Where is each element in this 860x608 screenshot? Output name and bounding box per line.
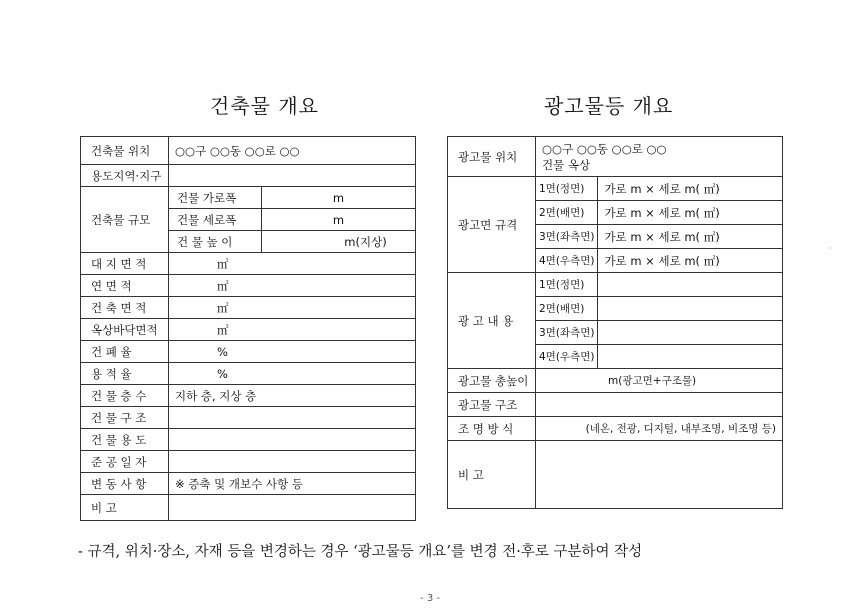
spec-face-1: 1면(정면) bbox=[536, 177, 598, 201]
roof-area-unit: ㎡ bbox=[169, 319, 416, 341]
ad-structure-value bbox=[536, 393, 783, 417]
lighting-value: (네온, 전광, 디지털, 내부조명, 비조명 등) bbox=[536, 417, 783, 441]
spec-value-2: 가로 m × 세로 m( ㎡) bbox=[598, 201, 783, 225]
building-location-value: ○○구 ○○동 ○○로 ○○ bbox=[169, 137, 416, 165]
building-remarks-label: 비 고 bbox=[81, 495, 169, 521]
floor-area-unit: ㎡ bbox=[169, 275, 416, 297]
use-value bbox=[169, 429, 416, 451]
content-value-3 bbox=[598, 321, 783, 345]
coverage-unit: % bbox=[169, 341, 416, 363]
width-unit: m bbox=[262, 187, 416, 209]
height-label: 건 물 높 이 bbox=[169, 231, 262, 253]
ad-overview-table bbox=[447, 136, 783, 509]
floors-label: 건 물 층 수 bbox=[81, 385, 169, 407]
site-area-label: 대 지 면 적 bbox=[81, 253, 169, 275]
spec-value-3: 가로 m × 세로 m( ㎡) bbox=[598, 225, 783, 249]
content-face-4: 4면(우측면) bbox=[536, 345, 598, 369]
building-area-label: 건 축 면 적 bbox=[81, 297, 169, 319]
spec-face-3: 3면(좌측면) bbox=[536, 225, 598, 249]
content-value-1 bbox=[598, 273, 783, 297]
content-value-4 bbox=[598, 345, 783, 369]
content-value-2 bbox=[598, 297, 783, 321]
ad-remarks-value bbox=[536, 441, 783, 509]
ad-height-value: m(광고면+구조물) bbox=[536, 369, 783, 393]
far-label: 용 적 율 bbox=[81, 363, 169, 385]
coverage-label: 건 폐 율 bbox=[81, 341, 169, 363]
far-unit: % bbox=[169, 363, 416, 385]
spec-face-4: 4면(우측면) bbox=[536, 249, 598, 273]
building-area-unit: ㎡ bbox=[169, 297, 416, 319]
completion-label: 준 공 일 자 bbox=[81, 451, 169, 473]
footnote: - 규격, 위치·장소, 자재 등을 변경하는 경우 ‘광고물등 개요’를 변경 전·후로 구분하여 작성 bbox=[78, 544, 643, 560]
spec-value-4: 가로 m × 세로 m( ㎡) bbox=[598, 249, 783, 273]
zoning-value bbox=[169, 165, 416, 187]
width-label: 건물 가로폭 bbox=[169, 187, 262, 209]
floor-area-label: 연 면 적 bbox=[81, 275, 169, 297]
height-unit: m(지상) bbox=[262, 231, 416, 253]
roof-area-label: 옥상바닥면적 bbox=[81, 319, 169, 341]
floors-value: 지하 층, 지상 층 bbox=[169, 385, 416, 407]
content-face-2: 2면(배면) bbox=[536, 297, 598, 321]
content-face-1: 1면(정면) bbox=[536, 273, 598, 297]
building-remarks-value bbox=[169, 495, 416, 521]
content-label: 광 고 내 용 bbox=[448, 273, 536, 369]
use-label: 건 물 용 도 bbox=[81, 429, 169, 451]
ad-height-label: 광고물 총높이 bbox=[448, 369, 536, 393]
spec-label: 광고면 규격 bbox=[448, 177, 536, 273]
scale-label: 건축물 규모 bbox=[81, 187, 169, 253]
building-overview-title: 건축물 개요 bbox=[210, 94, 319, 118]
ad-structure-label: 광고물 구조 bbox=[448, 393, 536, 417]
site-area-unit: ㎡ bbox=[169, 253, 416, 275]
content-face-3: 3면(좌측면) bbox=[536, 321, 598, 345]
ad-location-label: 광고물 위치 bbox=[448, 137, 536, 177]
changes-value: ※ 증축 및 개보수 사항 등 bbox=[169, 473, 416, 495]
structure-label: 건 물 구 조 bbox=[81, 407, 169, 429]
ad-remarks-label: 비 고 bbox=[448, 441, 536, 509]
building-location-label: 건축물 위치 bbox=[81, 137, 169, 165]
depth-unit: m bbox=[262, 209, 416, 231]
ad-location-line1: ○○구 ○○동 ○○로 ○○ bbox=[542, 141, 667, 156]
building-overview-table bbox=[80, 136, 416, 521]
ad-overview-title: 광고물등 개요 bbox=[544, 94, 674, 118]
depth-label: 건물 세로폭 bbox=[169, 209, 262, 231]
ad-location-line2: 건물 옥상 bbox=[542, 157, 591, 172]
page-number: - 3 - bbox=[420, 593, 440, 604]
spec-value-1: 가로 m × 세로 m( ㎡) bbox=[598, 177, 783, 201]
lighting-label: 조 명 방 식 bbox=[448, 417, 536, 441]
margin-dot: · bbox=[829, 244, 832, 253]
completion-value bbox=[169, 451, 416, 473]
structure-value bbox=[169, 407, 416, 429]
changes-label: 변 동 사 항 bbox=[81, 473, 169, 495]
ad-location-value bbox=[536, 137, 783, 177]
spec-face-2: 2면(배면) bbox=[536, 201, 598, 225]
zoning-label: 용도지역·지구 bbox=[81, 165, 169, 187]
